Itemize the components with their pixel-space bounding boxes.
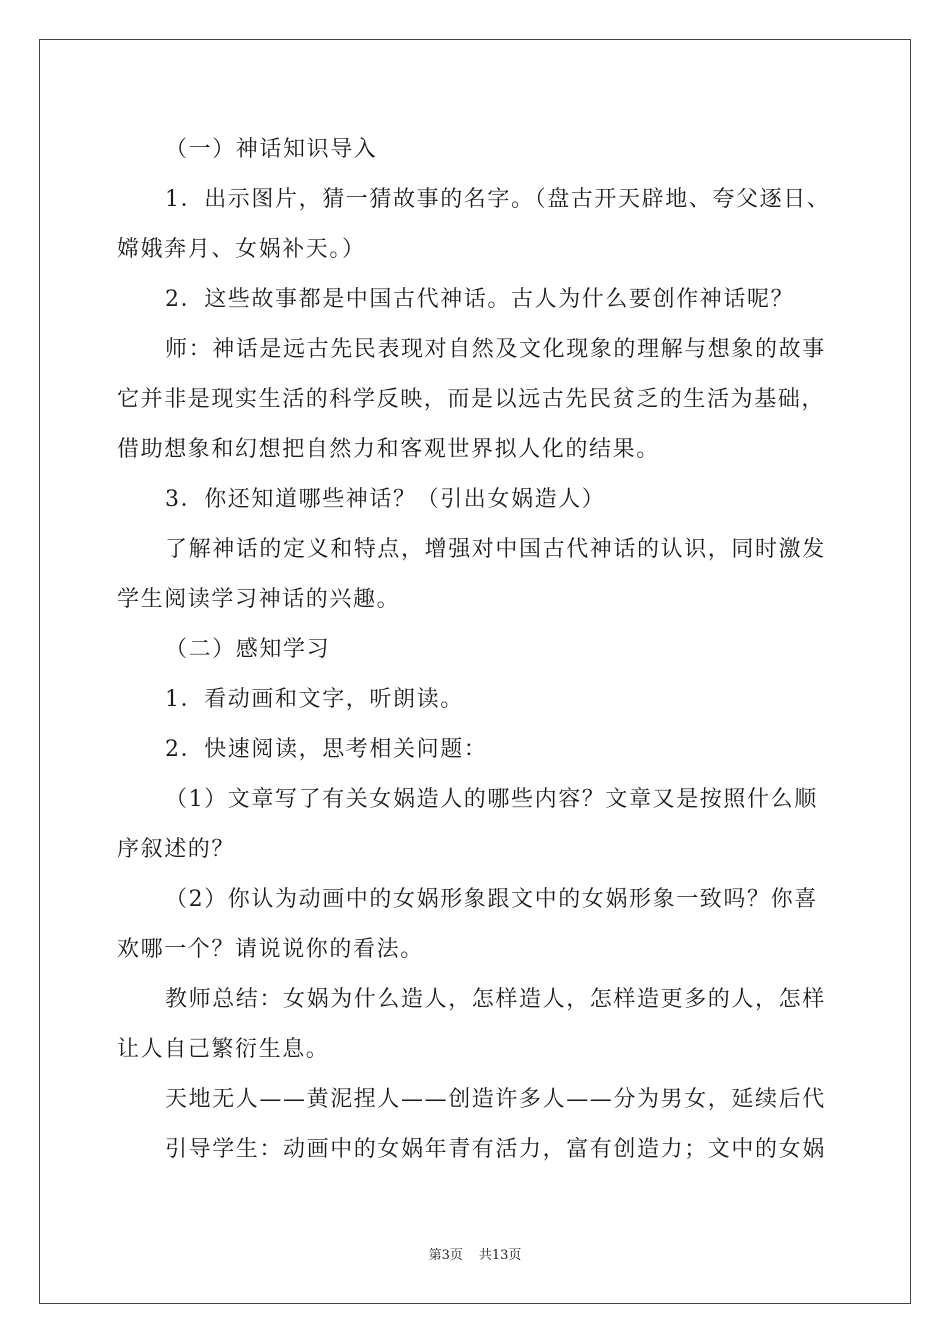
paragraph-line: 让人自己繁衍生息。 xyxy=(117,1037,330,1062)
paragraph-line: （1）文章写了有关女娲造人的哪些内容？文章又是按照什么顺 xyxy=(165,787,818,812)
paragraph-line: 教师总结：女娲为什么造人，怎样造人，怎样造更多的人，怎样 xyxy=(165,987,826,1012)
paragraph-line: 3．你还知道哪些神话？（引出女娲造人） xyxy=(165,487,606,512)
paragraph-line: （2）你认为动画中的女娲形象跟文中的女娲形象一致吗？你喜 xyxy=(165,887,818,912)
paragraph-line: 序叙述的？ xyxy=(117,837,236,862)
paragraph-line: 欢哪一个？请说说你的看法。 xyxy=(117,937,424,962)
paragraph-line: 师：神话是远古先民表现对自然及文化现象的理解与想象的故事 xyxy=(165,337,826,362)
paragraph-line: 了解神话的定义和特点，增强对中国古代神话的认识，同时激发 xyxy=(165,537,826,562)
page-number: 第3页 xyxy=(428,1248,463,1263)
paragraph-line: 嫦娥奔月、女娲补天。） xyxy=(117,237,366,262)
page-footer xyxy=(0,1247,950,1265)
paragraph-line: 1．看动画和文字，听朗读。 xyxy=(165,687,464,712)
section-heading-1: （一）神话知识导入 xyxy=(165,137,378,162)
paragraph-line: 它并非是现实生活的科学反映，而是以远古先民贫乏的生活为基础， xyxy=(117,387,826,412)
paragraph-line: 学生阅读学习神话的兴趣。 xyxy=(117,587,401,612)
page-total: 共13页 xyxy=(478,1248,522,1263)
section-heading-2: （二）感知学习 xyxy=(165,637,331,662)
paragraph-line: 1．出示图片，猜一猜故事的名字。（盘古开天辟地、夸父逐日、 xyxy=(165,187,831,212)
paragraph-line: 借助想象和幻想把自然力和客观世界拟人化的结果。 xyxy=(117,437,660,462)
paragraph-line: 天地无人——黄泥捏人——创造许多人——分为男女，延续后代 xyxy=(165,1087,826,1112)
paragraph-line: 引导学生：动画中的女娲年青有活力，富有创造力；文中的女娲 xyxy=(165,1137,826,1162)
paragraph-line: 2．这些故事都是中国古代神话。古人为什么要创作神话呢？ xyxy=(165,287,795,312)
paragraph-line: 2．快速阅读，思考相关问题： xyxy=(165,737,488,762)
